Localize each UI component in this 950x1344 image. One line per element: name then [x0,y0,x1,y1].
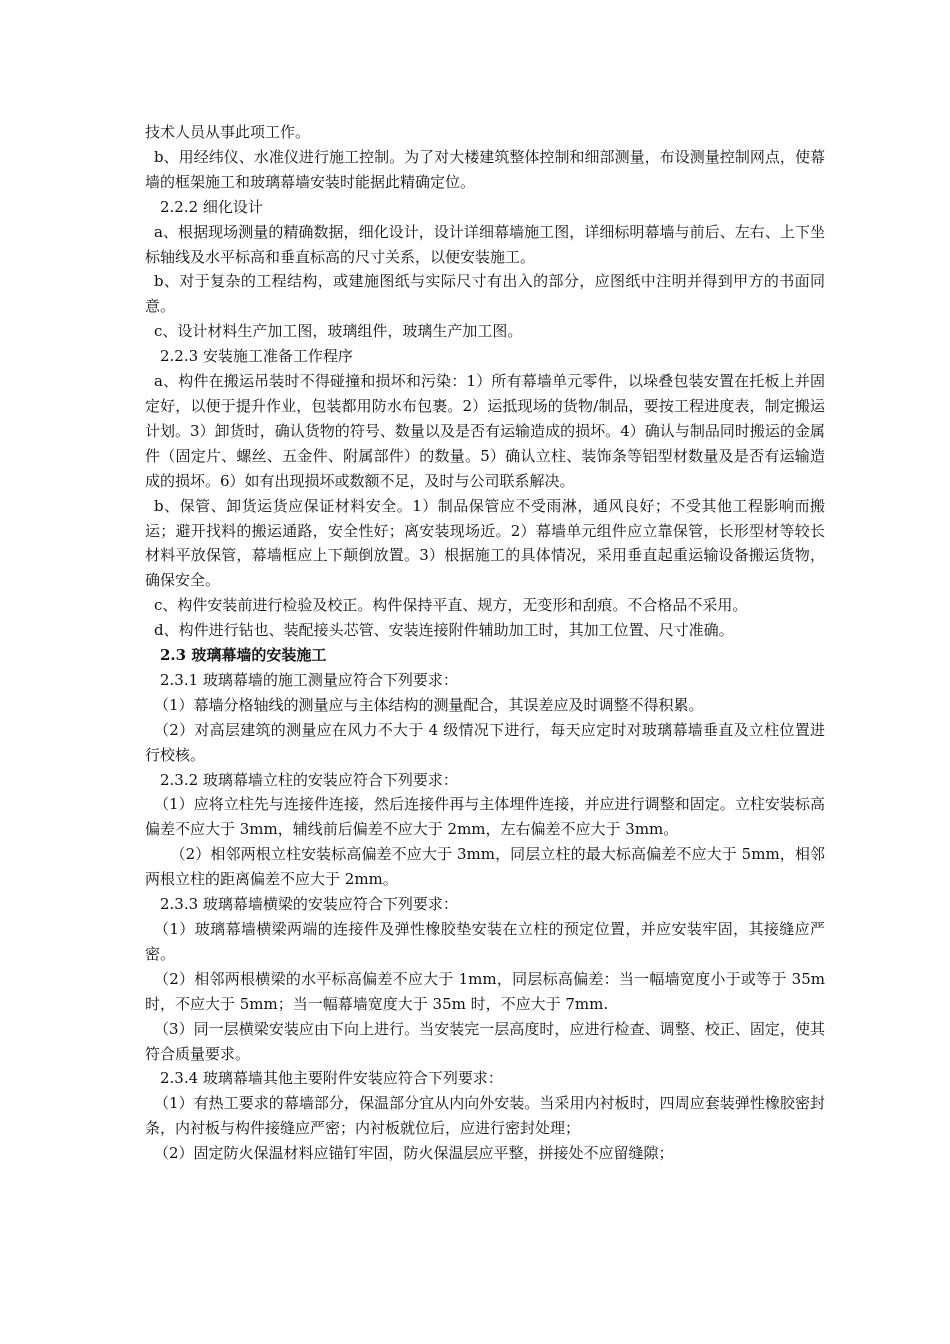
paragraph: （1）玻璃幕墙横梁两端的连接件及弹性橡胶垫安装在立柱的预定位置，并应安装牢固，其接缝应严密。 [145,920,825,963]
document-page [145,120,830,1166]
paragraph: b、对于复杂的工程结构，或建施图纸与实际尺寸有出入的部分，应图纸中注明并得到甲方的书面同意。 [145,272,825,316]
section-heading: 2.2.2 细化设计 [160,197,263,216]
paragraph: d、构件进行钻也、装配接头芯管、安装连接附件辅助加工时，其加工位置、尺寸准确。 [154,621,734,640]
paragraph: （1）有热工要求的幕墙部分，保温部分宜从内向外安装。当采用内衬板时，四周应套装弹性橡胶密封条，内衬板与构件接缝应严密；内衬板就位后，应进行密封处理； [145,1094,825,1138]
section-heading: 2.3.3 玻璃幕墙横梁的安装应符合下列要求： [160,895,458,914]
paragraph: a、根据现场测量的精确数据，细化设计，设计详细幕墙施工图，详细标明幕墙与前后、左右、上下坐标轴线及水平标高和垂直标高的尺寸关系，以便安装施工。 [145,222,825,266]
paragraph: b、用经纬仪、水准仪进行施工控制。为了对大楼建筑整体控制和细部测量，布设测量控制网点，使幕墙的框架施工和玻璃幕墙安装时能据此精确定位。 [145,147,825,191]
paragraph: b、保管、卸货运货应保证材料安全。1）制品保管应不受雨淋，通风良好；不受其他工程影响而搬运；避开找料的搬运通路，安全性好；离安装现场近。2）幕墙单元组件应立靠保管，长形型材等较长材料平放保管，幕墙框应上下颠倒放置。3）根据施工的具体情况，采用垂直起重运输设备搬运货物，确保安全。 [145,496,825,590]
paragraph: c、构件安装前进行检验及校正。构件保持平直、规方，无变形和刮痕。不合格品不采用。 [154,596,748,615]
paragraph: （2）相邻两根横梁的水平标高偏差不应大于 1mm，同层标高偏差：当一幅墙宽度小于或等于 35m 时，不应大于 5mm；当一幅幕墙宽度大于 35m 时，不应大于 7mm. [145,969,830,1013]
paragraph: 技术人员从事此项工作。 [145,123,311,141]
paragraph: （1）应将立柱先与连接件连接，然后连接件再与主体埋件连接，并应进行调整和固定。立柱安装标高偏差不应大于 3mm，辅线前后偏差不应大于 2mm，左右偏差不应大于 3mm。 [145,795,825,839]
chapter-heading: 2.3 玻璃幕墙的安装施工 [160,646,327,665]
paragraph: （2）对高层建筑的测量应在风力不大于 4 级情况下进行，每天应定时对玻璃幕墙垂直及立柱位置进行校核。 [145,720,825,764]
paragraph: （2）相邻两根立柱安装标高偏差不应大于 3mm，同层立柱的最大标高偏差不应大于 5mm，相邻两根立柱的距离偏差不应大于 2mm。 [145,845,825,889]
paragraph: （2）固定防火保温材料应锚钉牢固，防火保温层应平整，拼接处不应留缝隙； [154,1144,674,1163]
section-heading: 2.2.3 安装施工准备工作程序 [160,347,353,366]
paragraph: c、设计材料生产加工图，玻璃组件，玻璃生产加工图。 [154,322,523,341]
section-heading: 2.3.4 玻璃幕墙其他主要附件安装应符合下列要求： [160,1069,503,1088]
paragraph: a、构件在搬运吊装时不得碰撞和损坏和污染：1）所有幕墙单元零件，以垛叠包装安置在托板上并固定好，以便于提升作业，包装都用防水布包裹。2）运抵现场的货物/制品，要按工程进度表，制定搬运计划。3）卸货时，确认货物的符号、数量以及是否有运输造成的损坏。4）确认与制品同时搬运的金属件（固定片、螺丝、五金件、附属部件）的数量。5）确认立柱、装饰条等铝型材数量及是否有运输造成的损坏。6）如有出现损坏或数额不足，及时与公司联系解决。 [145,372,825,490]
section-heading: 2.3.1 玻璃幕墙的施工测量应符合下列要求： [160,670,458,689]
paragraph: （3）同一层横梁安装应由下向上进行。当安装完一层高度时，应进行检查、调整、校正、固定，使其符合质量要求。 [145,1019,825,1063]
section-heading: 2.3.2 玻璃幕墙立柱的安装应符合下列要求： [160,770,458,789]
paragraph: （1）幕墙分格轴线的测量应与主体结构的测量配合，其误差应及时调整不得积累。 [154,695,704,714]
